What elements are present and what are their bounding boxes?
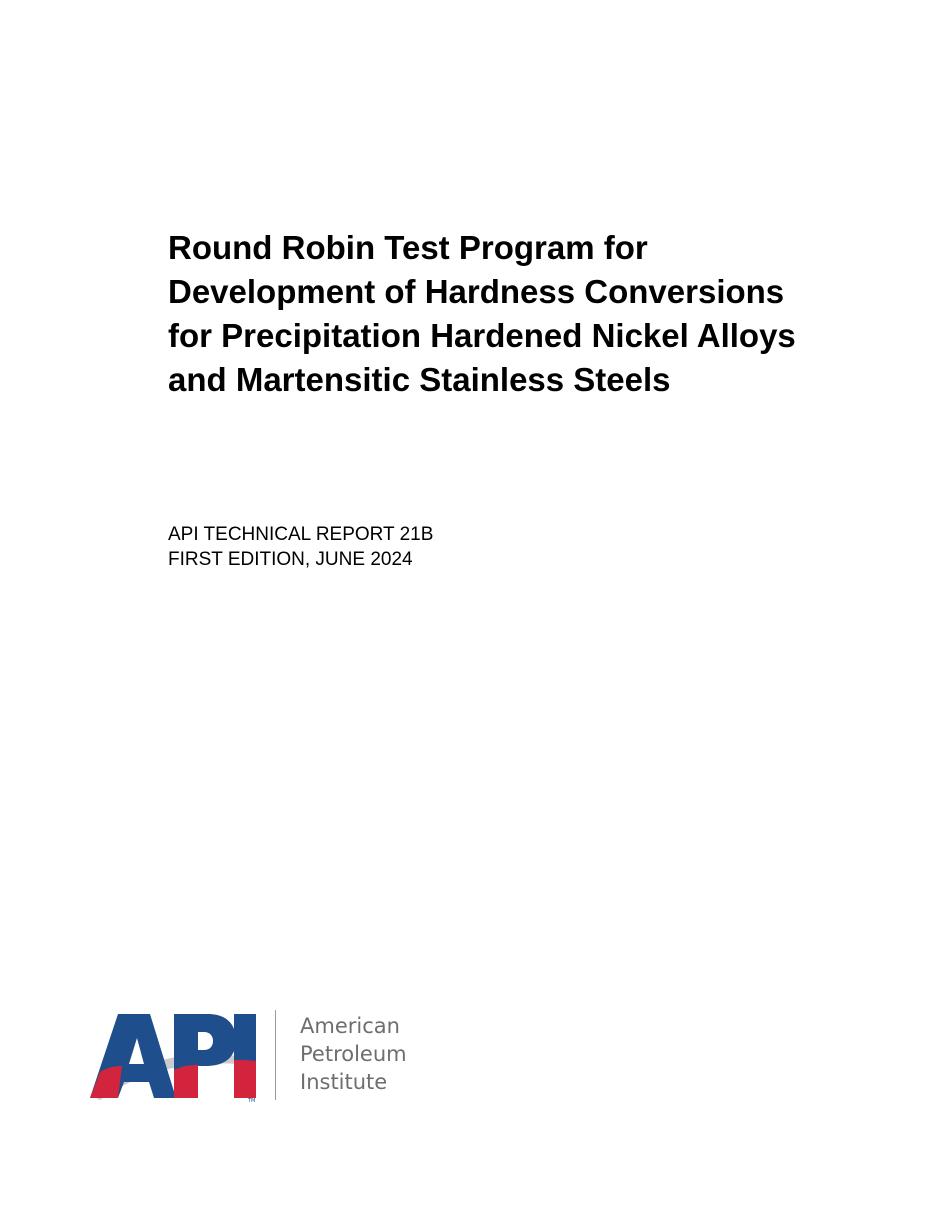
document-title: [168, 226, 908, 402]
title-line-4: and Martensitic Stainless Steels: [168, 361, 671, 398]
api-logo: [88, 1006, 428, 1102]
logo-letter-a-red: [90, 1066, 122, 1098]
report-designation: API TECHNICAL REPORT 21B: [168, 524, 434, 545]
title-line-2: Development of Hardness Conversions: [168, 273, 785, 310]
title-line-3: for Precipitation Hardened Nickel Alloys: [168, 317, 796, 354]
logo-letter-i-red: [234, 1060, 256, 1098]
logo-org-name: [300, 1012, 407, 1096]
report-info: [168, 522, 433, 572]
title-line-1: Round Robin Test Program for: [168, 229, 648, 266]
edition-date: FIRST EDITION, JUNE 2024: [168, 549, 413, 570]
logo-org-line-2: Petroleum: [300, 1042, 407, 1066]
logo-org-line-3: Institute: [300, 1070, 388, 1094]
logo-letter-p-red: [174, 1065, 198, 1098]
logo-divider: [275, 1010, 276, 1100]
logo-org-line-1: American: [300, 1014, 400, 1038]
api-logo-mark-icon: [88, 1010, 260, 1102]
logo-trademark: TM: [248, 1098, 256, 1102]
